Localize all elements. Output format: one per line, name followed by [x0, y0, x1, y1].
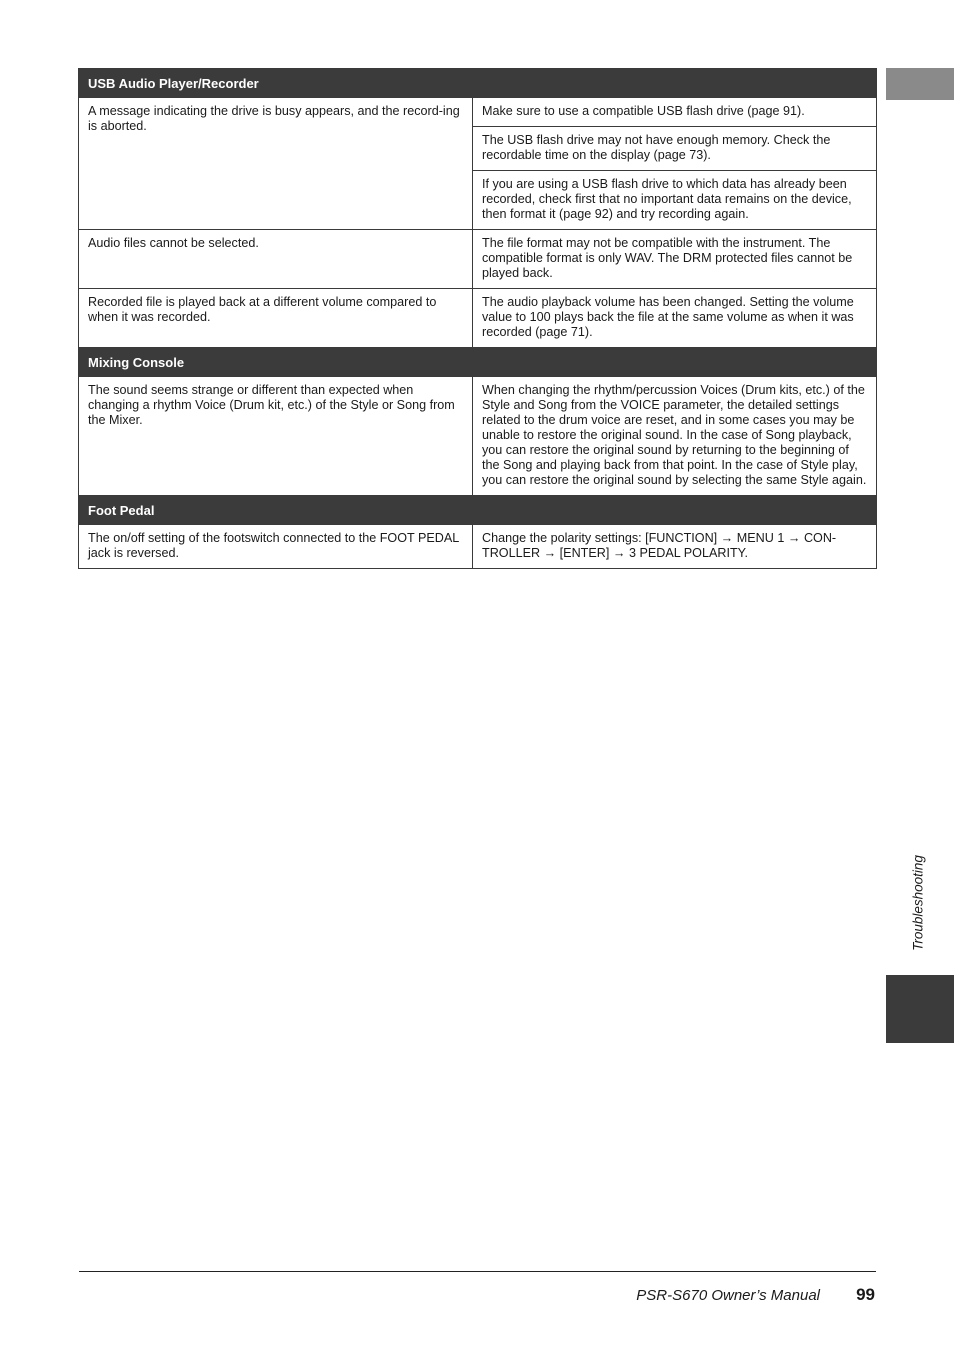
- table-row: [79, 230, 877, 289]
- side-tab-bottom: [886, 975, 954, 1043]
- solution-cell: Make sure to use a compatible USB flash drive (page 91).: [473, 98, 877, 127]
- section-header-usb-audio: [79, 69, 877, 98]
- problem-cell: A message indicating the drive is busy appears, and the record-ing is aborted.: [79, 98, 473, 230]
- section-header-mixing-console: [79, 348, 877, 377]
- table-row: [79, 525, 877, 569]
- solution-cell: The file format may not be compatible with the instrument. The compatible format is only WAV. The DRM protected files cannot be played back.: [473, 230, 877, 289]
- problem-cell: Recorded file is played back at a different volume compared to when it was recorded.: [79, 289, 473, 348]
- problem-cell: The sound seems strange or different than expected when changing a rhythm Voice (Drum kit, etc.) of the Style or Song from the Mixer.: [79, 377, 473, 496]
- section-title: USB Audio Player/Recorder: [79, 69, 877, 98]
- page-number: 99: [856, 1285, 875, 1304]
- section-title: Mixing Console: [79, 348, 877, 377]
- section-header-foot-pedal: [79, 496, 877, 525]
- solution-cell: Change the polarity settings: [FUNCTION] → MENU 1 → CON-TROLLER → [ENTER] → 3 PEDAL POLARITY.: [473, 525, 877, 569]
- table-row: [79, 98, 877, 127]
- solution-cell: If you are using a USB flash drive to which data has already been recorded, check first that no important data remains on the device, then format it (page 92) and try recording again.: [473, 171, 877, 230]
- section-title: Foot Pedal: [79, 496, 877, 525]
- troubleshooting-table: [78, 68, 877, 569]
- table-row: [79, 377, 877, 496]
- problem-cell: The on/off setting of the footswitch connected to the FOOT PEDAL jack is reversed.: [79, 525, 473, 569]
- side-tab-top: [886, 68, 954, 100]
- problem-cell: Audio files cannot be selected.: [79, 230, 473, 289]
- solution-cell: The USB flash drive may not have enough memory. Check the recordable time on the display (page 73).: [473, 127, 877, 171]
- footer-manual-title: PSR-S670 Owner’s Manual: [636, 1287, 820, 1304]
- solution-cell: When changing the rhythm/percussion Voices (Drum kits, etc.) of the Style and Song from the VOICE parameter, the detailed settings related to the drum voice are reset, and in some cases you may be unable to restore the original sound. In the case of Song playback, you can restore the original sound by returning to the beginning of the Song and playing back from that point. In the case of Style play, you can restore the original sound by selecting the same Style again.: [473, 377, 877, 496]
- table-row: [79, 289, 877, 348]
- footer-divider: [79, 1271, 876, 1272]
- solution-cell: The audio playback volume has been changed. Setting the volume value to 100 plays back the file at the same volume as when it was recorded (page 71).: [473, 289, 877, 348]
- side-section-label-text: Troubleshooting: [910, 855, 926, 951]
